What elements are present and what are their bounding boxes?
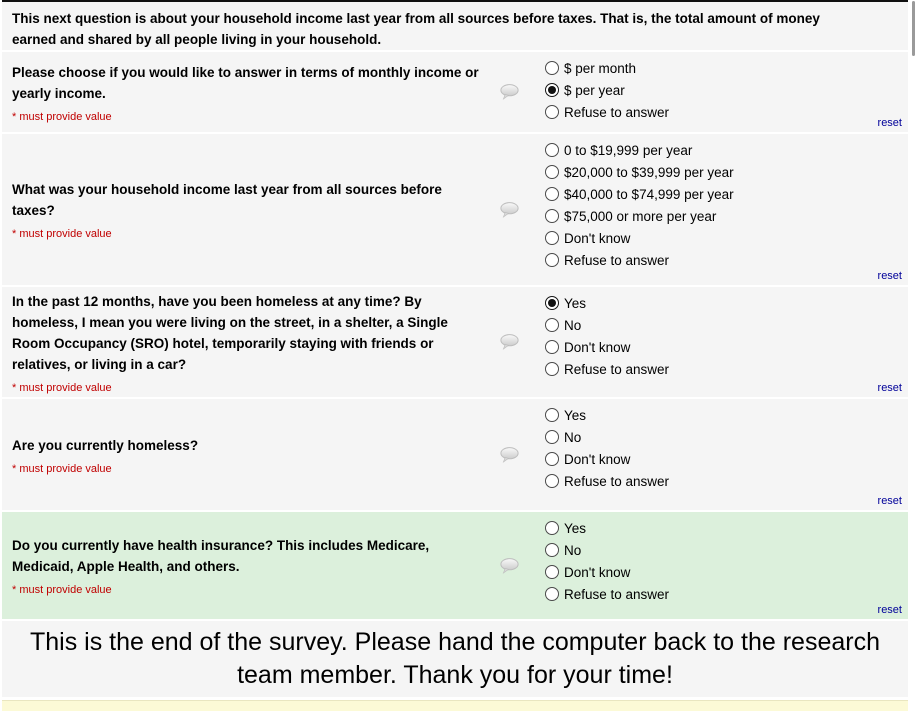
radio-option[interactable] [545,227,908,249]
radio-option-label: Don't know [564,564,631,580]
question-label: Are you currently homeless? [12,437,199,453]
radio-option-label: Refuse to answer [564,586,670,602]
required-note: * must provide value [12,381,112,394]
radio-option[interactable] [545,336,908,358]
radio-option[interactable] [545,426,908,448]
scrollbar-thumb[interactable] [912,1,915,56]
radio-option-label: $ per year [564,82,625,98]
radio-option[interactable] [545,139,908,161]
survey-page [2,0,908,711]
question-cell [2,399,500,510]
instruction-header [2,2,908,50]
radio-button[interactable] [545,231,559,245]
answer-cell [530,399,908,510]
reset-link[interactable]: reset [877,495,902,507]
radio-option-label: $40,000 to $74,999 per year [564,186,734,202]
reset-link[interactable]: reset [877,117,902,129]
radio-button[interactable] [545,587,559,601]
radio-option[interactable] [545,404,908,426]
radio-button[interactable] [545,565,559,579]
radio-option-label: Yes [564,295,587,311]
radio-option[interactable] [545,161,908,183]
radio-option-label: Yes [564,407,587,423]
radio-option-label: Don't know [564,230,631,246]
answer-cell [530,512,908,619]
radio-option-label: 0 to $19,999 per year [564,142,693,158]
radio-option[interactable] [545,314,908,336]
radio-option-label: Yes [564,520,587,536]
radio-button[interactable] [545,61,559,75]
radio-option[interactable] [545,470,908,492]
answer-cell [530,287,908,397]
comment-bubble-icon[interactable] [500,84,519,100]
question-cell [2,512,500,619]
question-row-homeless-past-year [2,287,908,397]
radio-option-label: No [564,317,582,333]
radio-button[interactable] [545,165,559,179]
survey-end-row [2,621,908,697]
radio-option[interactable] [545,448,908,470]
radio-option[interactable] [545,517,908,539]
radio-option[interactable] [545,249,908,271]
question-row-currently-homeless [2,399,908,510]
required-note: * must provide value [12,584,112,596]
radio-option[interactable] [545,183,908,205]
radio-button[interactable] [545,187,559,201]
radio-option[interactable] [545,205,908,227]
survey-end-message: This is the end of the survey. Please hand the computer back to the research team member. Thank you for your time! [29,628,880,689]
question-label: What was your household income last year from all sources before taxes? [12,182,442,218]
radio-button[interactable] [545,452,559,466]
radio-button[interactable] [545,521,559,535]
radio-option-label: Refuse to answer [564,104,670,120]
question-cell [2,287,500,397]
radio-button[interactable] [545,83,559,97]
answer-cell [530,134,908,285]
radio-button[interactable] [545,408,559,422]
question-label: Do you currently have health insurance? This includes Medicare, Medicaid, Apple Health, and others. [12,538,430,574]
radio-option[interactable] [545,292,908,314]
comment-bubble-icon[interactable] [500,447,519,463]
reset-link[interactable]: reset [877,604,902,616]
question-row-health-insurance [2,512,908,619]
radio-button[interactable] [545,543,559,557]
answer-cell [530,52,908,132]
radio-button[interactable] [545,340,559,354]
question-cell [2,134,500,285]
radio-button[interactable] [545,318,559,332]
radio-option-label: Refuse to answer [564,473,670,489]
instruction-text: This next question is about your household income last year from all sources before taxes. That is, the total amount of money earned and shared by all people living in your household. [12,11,820,47]
comment-bubble-icon[interactable] [500,334,519,350]
radio-option-label: No [564,429,582,445]
reset-link[interactable]: reset [877,270,902,282]
radio-option[interactable] [545,358,908,380]
radio-option[interactable] [545,561,908,583]
radio-button[interactable] [545,105,559,119]
comment-bubble-icon[interactable] [500,202,519,218]
radio-option-label: $75,000 or more per year [564,208,717,224]
radio-option-label: Don't know [564,451,631,467]
radio-button[interactable] [545,253,559,267]
radio-option[interactable] [545,539,908,561]
required-note: * must provide value [12,462,112,475]
question-row-income-period [2,52,908,132]
radio-option-label: No [564,542,582,558]
radio-button[interactable] [545,474,559,488]
radio-option-label: Refuse to answer [564,252,670,268]
radio-button[interactable] [545,296,559,310]
radio-option-label: Don't know [564,339,631,355]
required-note: * must provide value [12,110,112,123]
radio-option[interactable] [545,583,908,605]
question-row-household-income [2,134,908,285]
radio-button[interactable] [545,362,559,376]
radio-option-label: $ per month [564,60,637,76]
radio-option[interactable] [545,57,908,79]
required-note: * must provide value [12,228,112,240]
radio-button[interactable] [545,143,559,157]
reset-link[interactable]: reset [877,382,902,394]
scrollbar[interactable] [908,0,918,713]
question-label: In the past 12 months, have you been homeless at any time? By homeless, I mean you were living on the street, in a shelter, a Single Room Occupancy (SRO) hotel, temporarily staying with friends or relatives, or living in a car? [12,293,448,372]
radio-option-label: $20,000 to $39,999 per year [564,164,734,180]
bottom-strip [2,700,908,711]
radio-option[interactable] [545,101,908,123]
question-cell [2,52,500,132]
radio-button[interactable] [545,430,559,444]
radio-option-label: Refuse to answer [564,361,670,377]
radio-button[interactable] [545,209,559,223]
comment-bubble-icon[interactable] [500,558,519,574]
question-label: Please choose if you would like to answer in terms of monthly income or yearly income. [12,64,479,101]
radio-option[interactable] [545,79,908,101]
